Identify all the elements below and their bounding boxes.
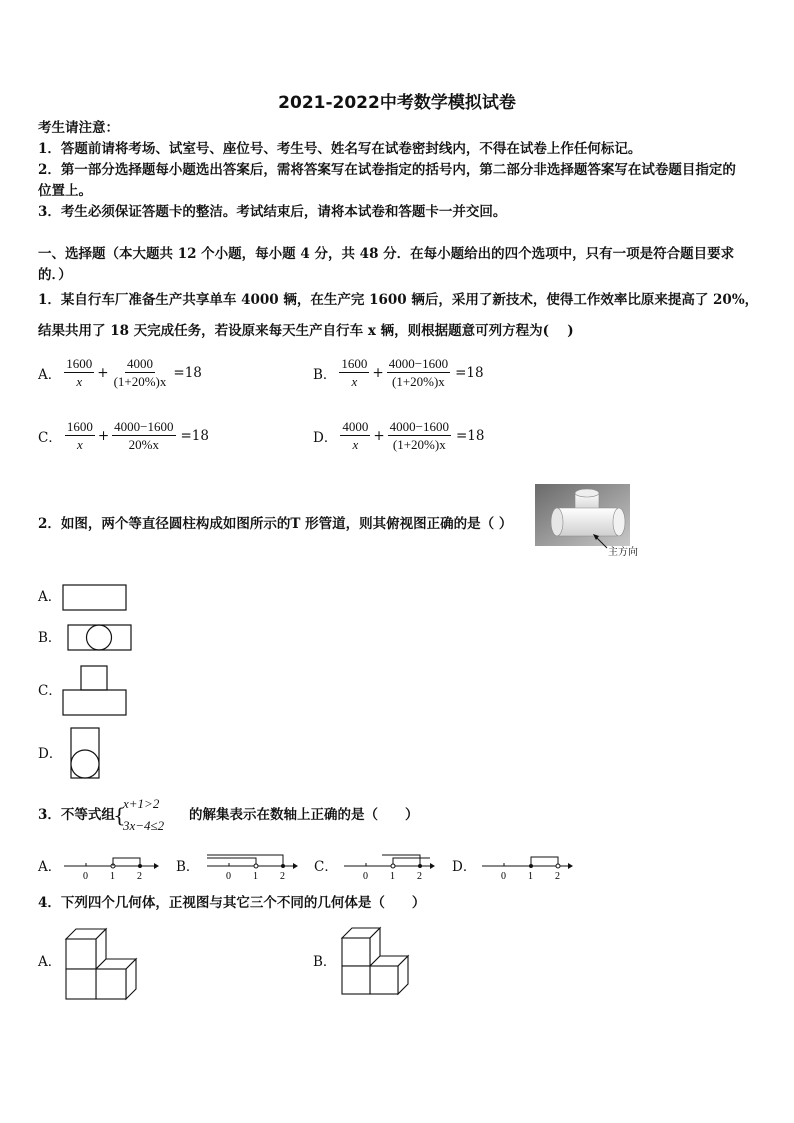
fraction: $\frac{1600}{x}$: [341, 356, 368, 389]
q2-option-b-label: B．: [38, 630, 62, 646]
tick-label: 0: [83, 871, 88, 882]
tick-label: 0: [501, 871, 506, 882]
notice-item-1: 1．答题前请将考场、试室号、座位号、考生号、姓名写在试卷密封线内，不得在试卷上作任何标记。: [38, 141, 642, 157]
option-label: C．: [38, 429, 62, 446]
q2-option-c-label: C．: [38, 683, 62, 699]
q2-option-d-label: D．: [38, 746, 63, 762]
q2-option-b-figure[interactable]: [67, 624, 133, 652]
notice-item-2-cont: 位置上。: [38, 183, 92, 199]
figure-caption: 主方向: [608, 547, 638, 558]
q1-text-line2: 结果共用了 18 天完成任务，若设原来每天生产自行车 x 辆，则根据题意可列方程为( ): [38, 323, 574, 339]
tick-label: 2: [417, 871, 422, 882]
q3-option-a-label: A．: [38, 859, 62, 875]
section-heading-line2: 的．）: [38, 267, 72, 283]
q4-option-a-label: A．: [38, 954, 62, 970]
tick-label: 1: [390, 871, 395, 882]
q3-option-c-numberline[interactable]: [342, 853, 442, 881]
inequality-2: 3x−4≤2: [123, 818, 165, 833]
notice-heading: 考生请注意：: [38, 120, 119, 136]
q4-option-b-solid[interactable]: [340, 925, 424, 997]
tick-label: 2: [555, 871, 560, 882]
q2-text: 2．如图，两个等直径圆柱构成如图所示的T 形管道，则其俯视图正确的是（ ）: [38, 516, 513, 532]
tick-label: 1: [253, 871, 258, 882]
tick-label: 2: [137, 871, 142, 882]
fraction: $\frac{4000}{x}$: [342, 419, 369, 452]
option-label: B．: [313, 366, 337, 383]
fraction: $\frac{4000}{(1+20\%)x}$: [113, 356, 167, 389]
equation-rhs: =18: [455, 427, 485, 444]
notice-item-2: 2．第一部分选择题每小题选出答案后，需将答案写在试卷指定的括号内，第二部分非选择题答案写在试卷题目指定的: [38, 162, 736, 178]
tick-label: 0: [226, 871, 231, 882]
section-heading-line1: 一、选择题（本大题共 12 个小题，每小题 4 分，共 48 分．在每小题给出的四个选项中，只有一项是符合题目要求: [38, 246, 735, 262]
q3-option-d-label: D．: [452, 859, 477, 875]
q3-option-c-label: C．: [314, 859, 338, 875]
fraction: $\frac{4000-1600}{20\%x}$: [114, 419, 174, 452]
brace-icon: {: [113, 803, 126, 827]
fraction: $\frac{1600}{x}$: [66, 419, 93, 452]
inequality-1: x+1>2: [123, 796, 160, 811]
q3-option-d-numberline[interactable]: [480, 853, 580, 881]
q1-option-a[interactable]: A． $\frac{1600}{x}$ + $\frac{4000}{(1+20\%)x}$ =18: [38, 356, 202, 389]
tick-label: 0: [363, 871, 368, 882]
q2-option-c-figure[interactable]: [62, 665, 128, 717]
equation-rhs: =18: [173, 364, 202, 381]
q3-option-b-numberline[interactable]: [205, 853, 305, 881]
tick-label: 2: [280, 871, 285, 882]
fraction: $\frac{4000-1600}{(1+20\%)x}$: [388, 356, 449, 389]
option-label: D．: [313, 429, 338, 446]
q1-option-d[interactable]: D． $\frac{4000}{x}$ + $\frac{4000-1600}{(1+20\%)x}$ =18: [313, 419, 485, 452]
tick-label: 1: [110, 871, 115, 882]
option-label: A．: [38, 366, 62, 383]
q2-option-d-figure[interactable]: [70, 727, 102, 781]
page-title: 2021-2022中考数学模拟试卷: [278, 93, 516, 113]
tick-label: 1: [528, 871, 533, 882]
q1-option-b[interactable]: B． $\frac{1600}{x}$ + $\frac{4000-1600}{(1+20\%)x}$ =18: [313, 356, 484, 389]
inequality-system: [123, 793, 164, 837]
equation-rhs: =18: [455, 364, 484, 381]
q4-option-b-label: B．: [313, 954, 337, 970]
fraction: $\frac{4000-1600}{(1+20\%)x}$: [389, 419, 449, 452]
fraction: $\frac{1600}{x}$: [66, 356, 93, 389]
notice-item-3: 3．考生必须保证答题卡的整洁。考试结束后，请将本试卷和答题卡一并交回。: [38, 204, 507, 220]
q3-suffix: 的解集表示在数轴上正确的是（ ）: [189, 807, 419, 823]
equation-rhs: =18: [180, 427, 209, 444]
q2-option-a-label: A．: [38, 589, 62, 605]
q3-option-a-numberline[interactable]: [62, 855, 162, 881]
q3-prefix: 3．不等式组: [38, 807, 115, 823]
q3-option-b-label: B．: [176, 859, 200, 875]
q4-option-a-solid[interactable]: [64, 922, 148, 1000]
q1-text-line1: 1．某自行车厂准备生产共享单车 4000 辆，在生产完 1600 辆后，采用了新技术，使得工作效率比原来提高了 20%，: [38, 292, 759, 308]
q2-option-a-figure[interactable]: [62, 584, 128, 612]
q4-text: 4．下列四个几何体，正视图与其它三个不同的几何体是（ ）: [38, 895, 426, 911]
q1-option-c[interactable]: C． $\frac{1600}{x}$ + $\frac{4000-1600}{20\%x}$ =18: [38, 419, 209, 452]
